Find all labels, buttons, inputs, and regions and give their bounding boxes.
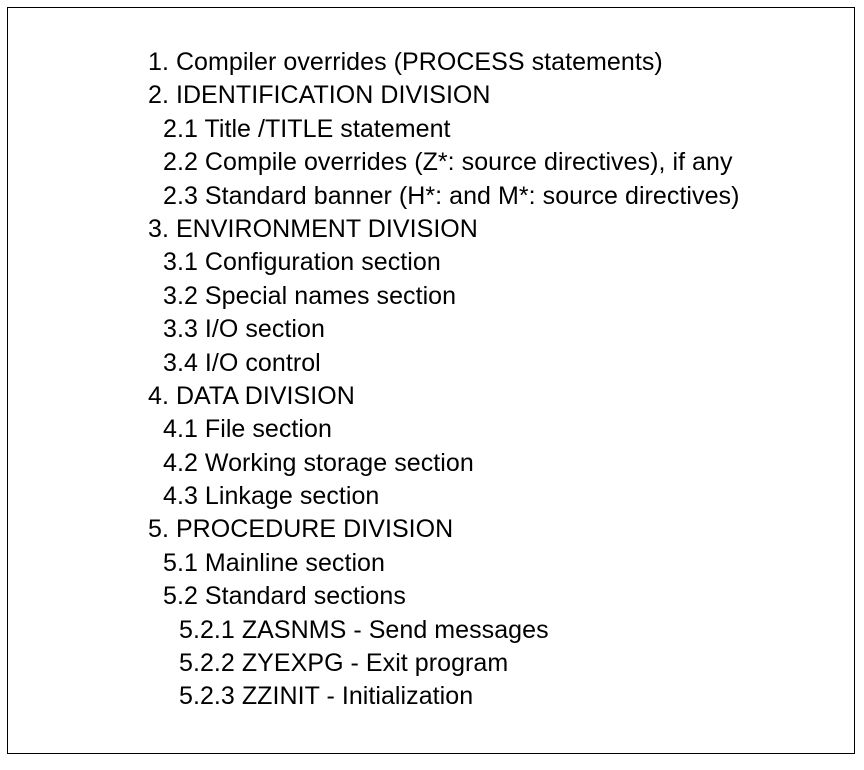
outline-item-io-control: 3.4 I/O control xyxy=(163,348,321,377)
outline-item-standard-banner: 2.3 Standard banner (H*: and M*: source directives) xyxy=(163,181,740,210)
outline-item-linkage-section: 4.3 Linkage section xyxy=(163,482,380,511)
outline-item-io-section: 3.3 I/O section xyxy=(163,315,325,344)
outline-item-procedure-division: 5. PROCEDURE DIVISION xyxy=(148,515,454,544)
outline-item-mainline-section: 5.1 Mainline section xyxy=(163,548,385,577)
program-structure-outline xyxy=(148,46,739,714)
outline-item-zasnms: 5.2.1 ZASNMS - Send messages xyxy=(179,615,549,644)
outline-item-file-section: 4.1 File section xyxy=(163,415,332,444)
outline-item-data-division: 4. DATA DIVISION xyxy=(148,381,355,410)
outline-item-environment-division: 3. ENVIRONMENT DIVISION xyxy=(148,214,478,243)
document-frame xyxy=(7,7,855,754)
outline-item-compile-overrides: 2.2 Compile overrides (Z*: source directives), if any xyxy=(163,148,733,177)
outline-item-configuration-section: 3.1 Configuration section xyxy=(163,248,441,277)
outline-item-zzinit: 5.2.3 ZZINIT - Initialization xyxy=(179,682,474,711)
outline-item-title-statement: 2.1 Title /TITLE statement xyxy=(163,114,451,143)
outline-item-working-storage-section: 4.2 Working storage section xyxy=(163,448,474,477)
outline-item-identification-division: 2. IDENTIFICATION DIVISION xyxy=(148,81,491,110)
outline-item-special-names-section: 3.2 Special names section xyxy=(163,281,457,310)
outline-item-compiler-overrides: 1. Compiler overrides (PROCESS statements) xyxy=(148,48,663,76)
outline-item-zyexpg: 5.2.2 ZYEXPG - Exit program xyxy=(179,649,509,678)
outline-item-standard-sections: 5.2 Standard sections xyxy=(163,582,406,611)
